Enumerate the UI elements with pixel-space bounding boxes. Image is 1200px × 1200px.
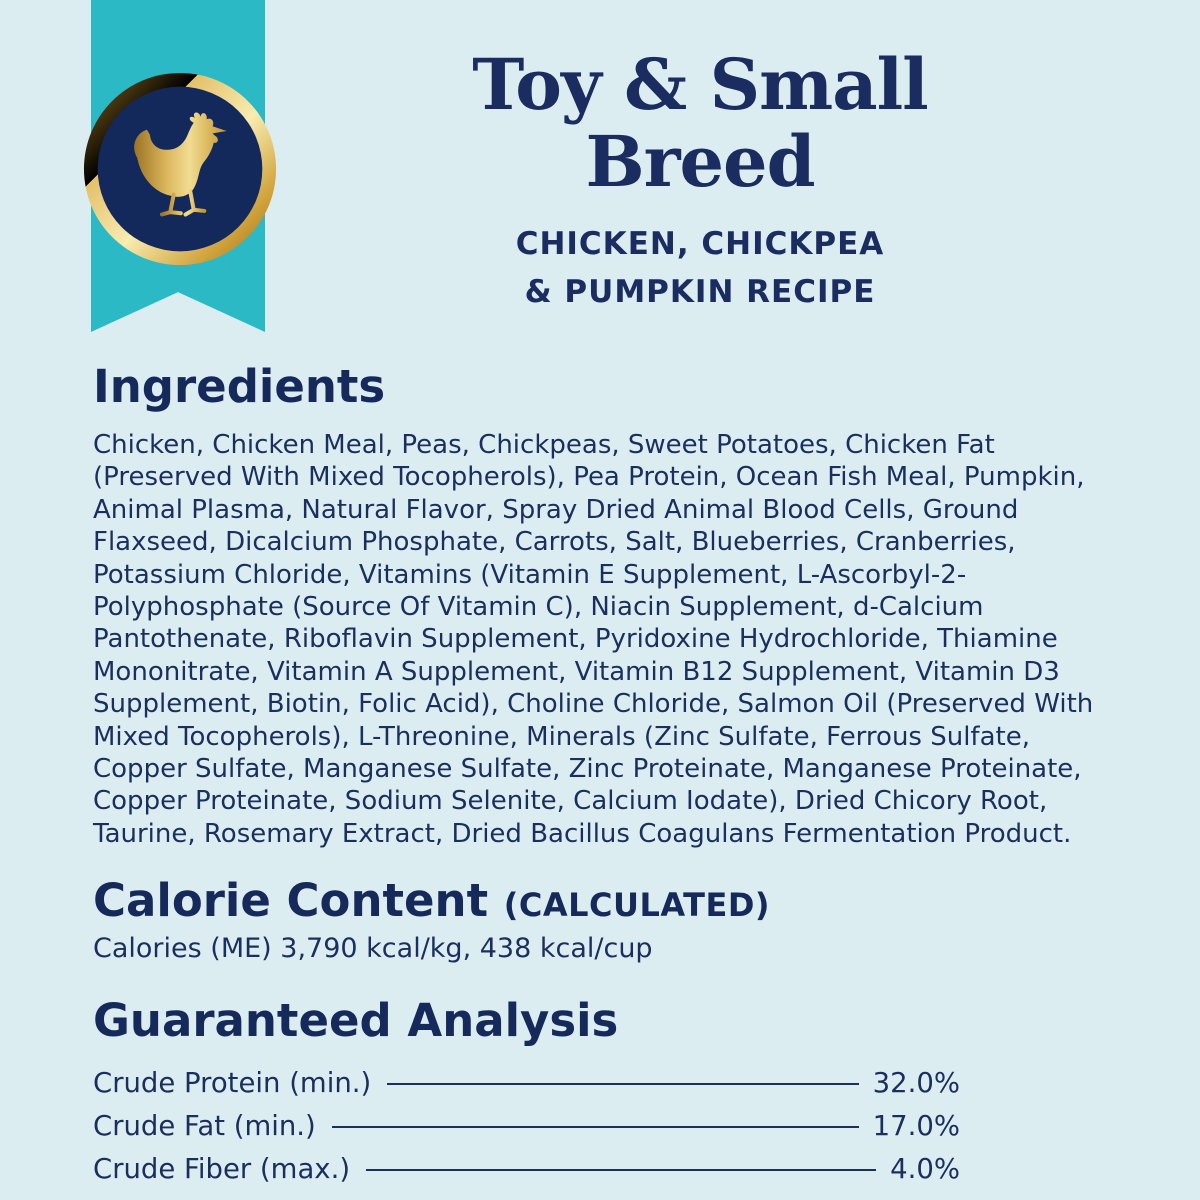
calorie-heading-main: Calorie Content	[93, 874, 489, 928]
leader-line	[387, 1083, 858, 1085]
subtitle-line-1: CHICKEN, CHICKPEA	[515, 226, 885, 262]
ingredients-heading: Ingredients	[93, 360, 386, 413]
calorie-content-section	[93, 874, 1111, 964]
chicken-icon	[82, 71, 278, 267]
header	[310, 43, 1090, 316]
ga-row-label: Crude Fiber (max.)	[93, 1152, 351, 1185]
ga-row-value: 4.0%	[890, 1152, 960, 1185]
leader-line	[366, 1169, 876, 1171]
guaranteed-analysis-section	[93, 994, 1111, 1190]
calorie-content-heading	[93, 874, 1111, 927]
table-row	[93, 1061, 960, 1104]
page-title	[310, 43, 1090, 203]
ga-row-value: 32.0%	[872, 1066, 960, 1099]
guaranteed-analysis-table	[93, 1061, 960, 1190]
subtitle-line-2: & PUMPKIN RECIPE	[524, 274, 876, 311]
recipe-subtitle	[310, 220, 1090, 316]
calorie-heading-suffix: (CALCULATED)	[503, 886, 771, 925]
guaranteed-analysis-heading: Guaranteed Analysis	[93, 994, 619, 1048]
title-line-1: Toy & Small	[472, 43, 928, 126]
ga-row-label: Crude Fat (min.)	[93, 1109, 316, 1142]
title-line-2: Breed	[585, 120, 815, 203]
leader-line	[332, 1126, 859, 1128]
table-row	[93, 1104, 960, 1147]
calorie-line: Calories (ME) 3,790 kcal/kg, 438 kcal/cup	[93, 933, 653, 965]
ga-row-label: Crude Protein (min.)	[93, 1066, 372, 1099]
label-content	[93, 360, 1111, 1190]
ga-row-value: 17.0%	[872, 1109, 960, 1142]
ingredients-text: Chicken, Chicken Meal, Peas, Chickpeas, Sweet Potatoes, Chicken Fat (Preserved With Mixed Tocopherols), Pea Protein, Ocean Fish Meal, Pumpkin, Animal Plasma, Natural Flavor, Spray Dried Animal Blood Cells, Ground Flaxseed, Dicalcium Phosphate, Carrots, Salt, Blueberries, Cranberries, Potassium Chloride, Vitamins (Vitamin E Supplement, L-Ascorbyl-2-Polyphosphate (Source Of Vitamin C), Niacin Supplement, d-Calcium Pantothenate, Riboflavin Supplement, Pyridoxine Hydrochloride, Thiamine Mononitrate, Vitamin A Supplement, Vitamin B12 Supplement, Vitamin D3 Supplement, Biotin, Folic Acid), Choline Chloride, Salmon Oil (Preserved With Mixed Tocopherols), L-Threonine, Minerals (Zinc Sulfate, Ferrous Sulfate, Copper Sulfate, Manganese Sulfate, Zinc Proteinate, Manganese Proteinate, Copper Proteinate, Sodium Selenite, Calcium Iodate), Dried Chicory Root, Taurine, Rosemary Extract, Dried Bacillus Coagulans Fermentation Product.	[93, 430, 1094, 849]
chicken-emblem-badge	[82, 71, 278, 267]
table-row	[93, 1147, 960, 1190]
